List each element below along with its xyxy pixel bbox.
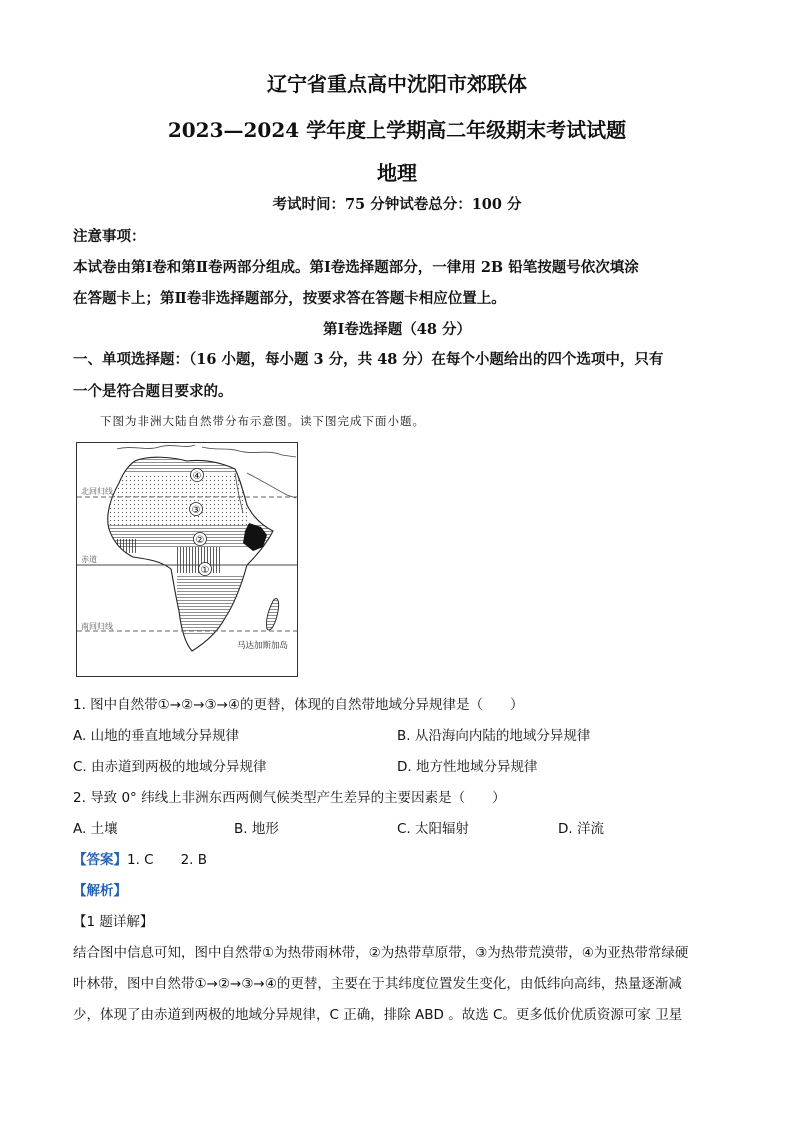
subject-title: 地理 bbox=[377, 161, 417, 185]
section-title: 第Ⅰ卷选择题（48 分） bbox=[322, 321, 471, 338]
answer-block bbox=[73, 848, 207, 868]
notes-line1: 本试卷由第Ⅰ卷和第Ⅱ卷两部分组成。第Ⅰ卷选择题部分，一律用 2B 铅笔按题号依次填涂 bbox=[73, 259, 639, 276]
q2-option-b: B. 地形 bbox=[234, 821, 279, 837]
analysis-line1: 结合图中信息可知，图中自然带①为热带雨林带，②为热带草原带，③为热带荒漠带，④为亚热带常绿硬 bbox=[73, 945, 689, 961]
zone-2-label: ② bbox=[195, 535, 205, 546]
tropic-south-label: 南回归线 bbox=[81, 622, 113, 631]
equator-label: 赤道 bbox=[81, 555, 97, 564]
exam-title-line1: 辽宁省重点高中沈阳市郊联体 bbox=[267, 72, 527, 96]
notes-heading: 注意事项： bbox=[73, 228, 146, 245]
q2-option-d: D. 洋流 bbox=[558, 821, 604, 837]
answer-label: 【答案】 bbox=[73, 852, 127, 868]
q1-option-d: D. 地方性地域分异规律 bbox=[397, 759, 538, 775]
analysis-sub-label: 【1 题详解】 bbox=[73, 914, 154, 930]
q2-stem: 2. 导致 0° 纬线上非洲东西两侧气候类型产生差异的主要因素是（ ） bbox=[73, 790, 506, 806]
notes-line2: 在答题卡上；第Ⅱ卷非选择题部分，按要求答在答题卡相应位置上。 bbox=[73, 290, 506, 307]
q1-option-a: A. 山地的垂直地域分异规律 bbox=[73, 728, 240, 744]
analysis-line2: 叶林带，图中自然带①→②→③→④的更替，主要在于其纬度位置发生变化，由低纬向高纬，热量逐渐减 bbox=[73, 976, 682, 992]
zone-4-label: ④ bbox=[192, 471, 202, 482]
zone-1-label: ① bbox=[200, 565, 210, 576]
madagascar-label: 马达加斯加岛 bbox=[237, 641, 289, 651]
q1-option-c: C. 由赤道到两极的地域分异规律 bbox=[73, 759, 267, 775]
africa-map bbox=[76, 442, 298, 677]
exam-info: 考试时间：75 分钟试卷总分：100 分 bbox=[272, 196, 522, 213]
analysis-label: 【解析】 bbox=[73, 883, 127, 899]
zone-3-label: ③ bbox=[191, 505, 201, 516]
exam-title-line2: 2023—2024 学年度上学期高二年级期末考试试题 bbox=[167, 118, 627, 142]
africa-map-figure bbox=[77, 443, 297, 676]
section-instructions-line1: 一、单项选择题：（16 小题，每小题 3 分，共 48 分）在每个小题给出的四个选项中，只有 bbox=[73, 351, 664, 368]
tropic-north-label: 北回归线 bbox=[81, 487, 113, 496]
q1-option-b: B. 从沿海向内陆的地域分异规律 bbox=[397, 728, 591, 744]
q1-stem: 1. 图中自然带①→②→③→④的更替，体现的自然带地域分异规律是（ ） bbox=[73, 697, 524, 713]
section-instructions-line2: 一个是符合题目要求的。 bbox=[73, 383, 233, 400]
q2-option-c: C. 太阳辐射 bbox=[397, 821, 470, 837]
analysis-line3: 少，体现了由赤道到两极的地域分异规律，C 正确，排除 ABD 。故选 C。更多低价优质资源可家 卫星 bbox=[73, 1007, 683, 1023]
answer-value: 1. C 2. B bbox=[127, 852, 208, 868]
map-caption: 下图为非洲大陆自然带分布示意图。读下图完成下面小题。 bbox=[100, 414, 425, 428]
q2-option-a: A. 土壤 bbox=[73, 821, 118, 837]
